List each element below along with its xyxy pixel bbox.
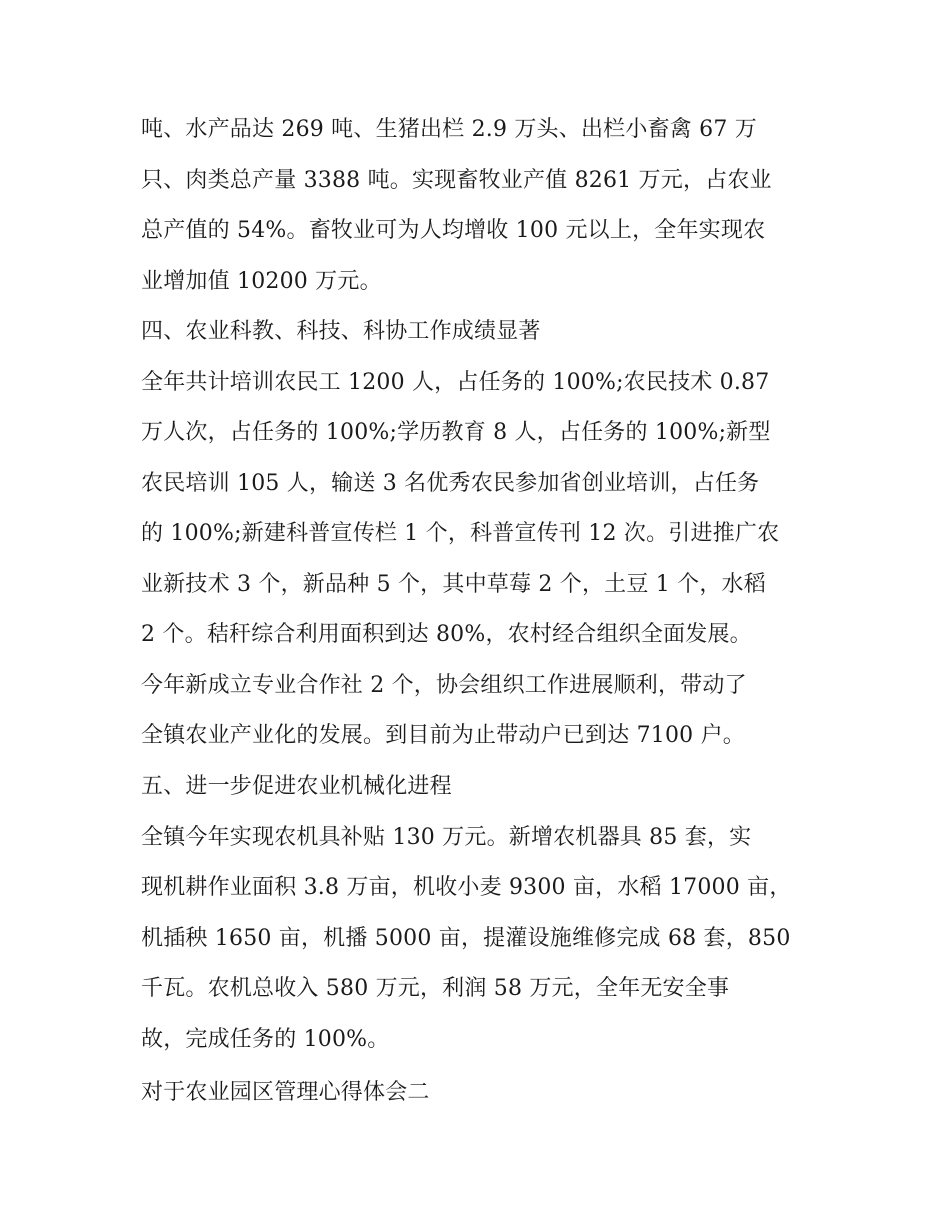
text-line-6: 全年共计培训农民工 1200 人，占任务的 100%;农民技术 0.87 [141, 370, 770, 395]
text-line-4: 业增加值 10200 万元。 [141, 269, 382, 294]
text-line-17: 机插秧 1650 亩，机播 5000 亩，提灌设施维修完成 68 套，850 [141, 926, 791, 951]
text-line-9: 的 100%;新建科普宣传栏 1 个，科普宣传刊 12 次。引进推广农 [141, 521, 780, 546]
text-line-13: 全镇农业产业化的发展。到目前为止带动户已到达 7100 户。 [141, 723, 745, 748]
text-line-3: 总产值的 54%。畜牧业可为人均增收 100 元以上，全年实现农 [141, 218, 766, 243]
text-line-11: 2 个。秸秆综合利用面积到达 80%，农村经合组织全面发展。 [141, 622, 752, 647]
text-line-2: 只、肉类总产量 3388 吨。实现畜牧业产值 8261 万元，占农业 [141, 168, 772, 193]
section-heading-4: 四、农业科教、科技、科协工作成绩显著 [141, 319, 541, 344]
text-line-12: 今年新成立专业合作社 2 个，协会组织工作进展顺利，带动了 [141, 673, 747, 698]
text-line-7: 万人次，占任务的 100%;学历教育 8 人，占任务的 100%;新型 [141, 420, 771, 445]
text-line-10: 业新技术 3 个，新品种 5 个，其中草莓 2 个，土豆 1 个，水稻 [141, 572, 766, 597]
text-line-16: 现机耕作业面积 3.8 万亩，机收小麦 9300 亩，水稻 17000 亩， [141, 875, 792, 900]
section-heading-5: 五、进一步促进农业机械化进程 [141, 774, 452, 799]
text-line-15: 全镇今年实现农机具补贴 130 万元。新增农机器具 85 套，实 [141, 825, 752, 850]
text-line-8: 农民培训 105 人，输送 3 名优秀农民参加省创业培训，占任务 [141, 471, 760, 496]
document-subtitle: 对于农业园区管理心得体会二 [141, 1080, 430, 1105]
text-line-19: 故，完成任务的 100%。 [141, 1027, 390, 1052]
text-line-18: 千瓦。农机总收入 580 万元，利润 58 万元，全年无安全事 [141, 976, 730, 1001]
text-line-1: 吨、水产品达 269 吨、生猪出栏 2.9 万头、出栏小畜禽 67 万 [141, 117, 757, 142]
